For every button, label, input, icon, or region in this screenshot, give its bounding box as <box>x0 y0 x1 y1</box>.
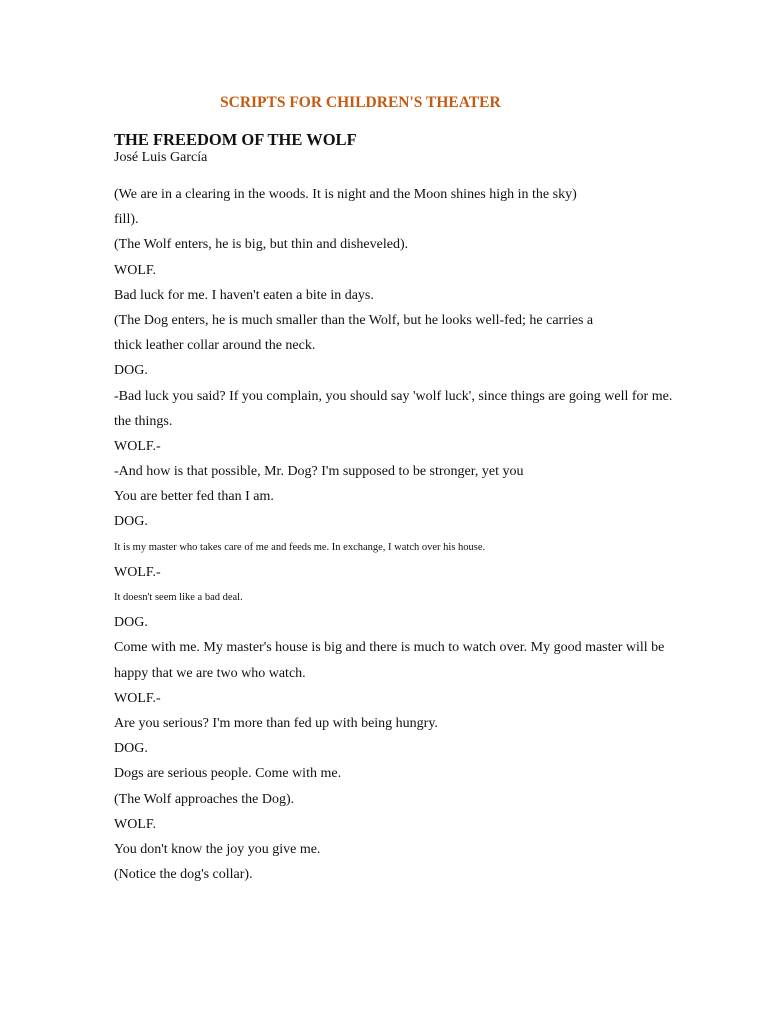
script-line: Are you serious? I'm more than fed up with being hungry. <box>114 715 438 731</box>
script-line: (The Wolf approaches the Dog). <box>114 791 295 807</box>
script-line: DOG. <box>114 615 148 631</box>
script-line: -And how is that possible, Mr. Dog? I'm supposed to be stronger, yet you <box>114 464 524 480</box>
script-body <box>114 182 754 887</box>
script-line: thick leather collar around the neck. <box>114 338 316 354</box>
script-line: (Notice the dog's collar). <box>114 867 253 883</box>
script-line: -Bad luck you said? If you complain, you should say 'wolf luck', since things are going well for me. <box>114 388 673 404</box>
play-title: THE FREEDOM OF THE WOLF <box>114 130 357 149</box>
script-line: happy that we are two who watch. <box>114 665 306 681</box>
script-line: Dogs are serious people. Come with me. <box>114 766 342 782</box>
script-line: DOG. <box>114 363 148 379</box>
script-line: WOLF. <box>114 262 157 278</box>
script-line: Come with me. My master's house is big and there is much to watch over. My good master will be <box>114 640 665 656</box>
script-line: DOG. <box>114 514 148 530</box>
script-line: the things. <box>114 413 173 429</box>
script-line: WOLF.- <box>114 564 161 580</box>
script-line: (The Wolf enters, he is big, but thin and disheveled). <box>114 237 409 253</box>
script-line: It is my master who takes care of me and feeds me. In exchange, I watch over his house. <box>114 541 486 553</box>
script-line: WOLF.- <box>114 438 161 454</box>
script-line: fill). <box>114 212 139 228</box>
script-line: WOLF.- <box>114 690 161 706</box>
script-line: You are better fed than I am. <box>114 489 274 505</box>
script-line: You don't know the joy you give me. <box>114 841 321 857</box>
script-line: (We are in a clearing in the woods. It is night and the Moon shines high in the sky) <box>114 187 577 202</box>
collection-header: SCRIPTS FOR CHILDREN'S THEATER <box>220 94 501 111</box>
script-line: WOLF. <box>114 816 157 832</box>
script-line: Bad luck for me. I haven't eaten a bite in days. <box>114 287 374 303</box>
script-line: It doesn't seem like a bad deal. <box>114 592 243 603</box>
script-line: (The Dog enters, he is much smaller than the Wolf, but he looks well-fed; he carries a <box>114 312 594 328</box>
script-line: DOG. <box>114 741 148 757</box>
author-name: José Luis García <box>114 150 208 165</box>
